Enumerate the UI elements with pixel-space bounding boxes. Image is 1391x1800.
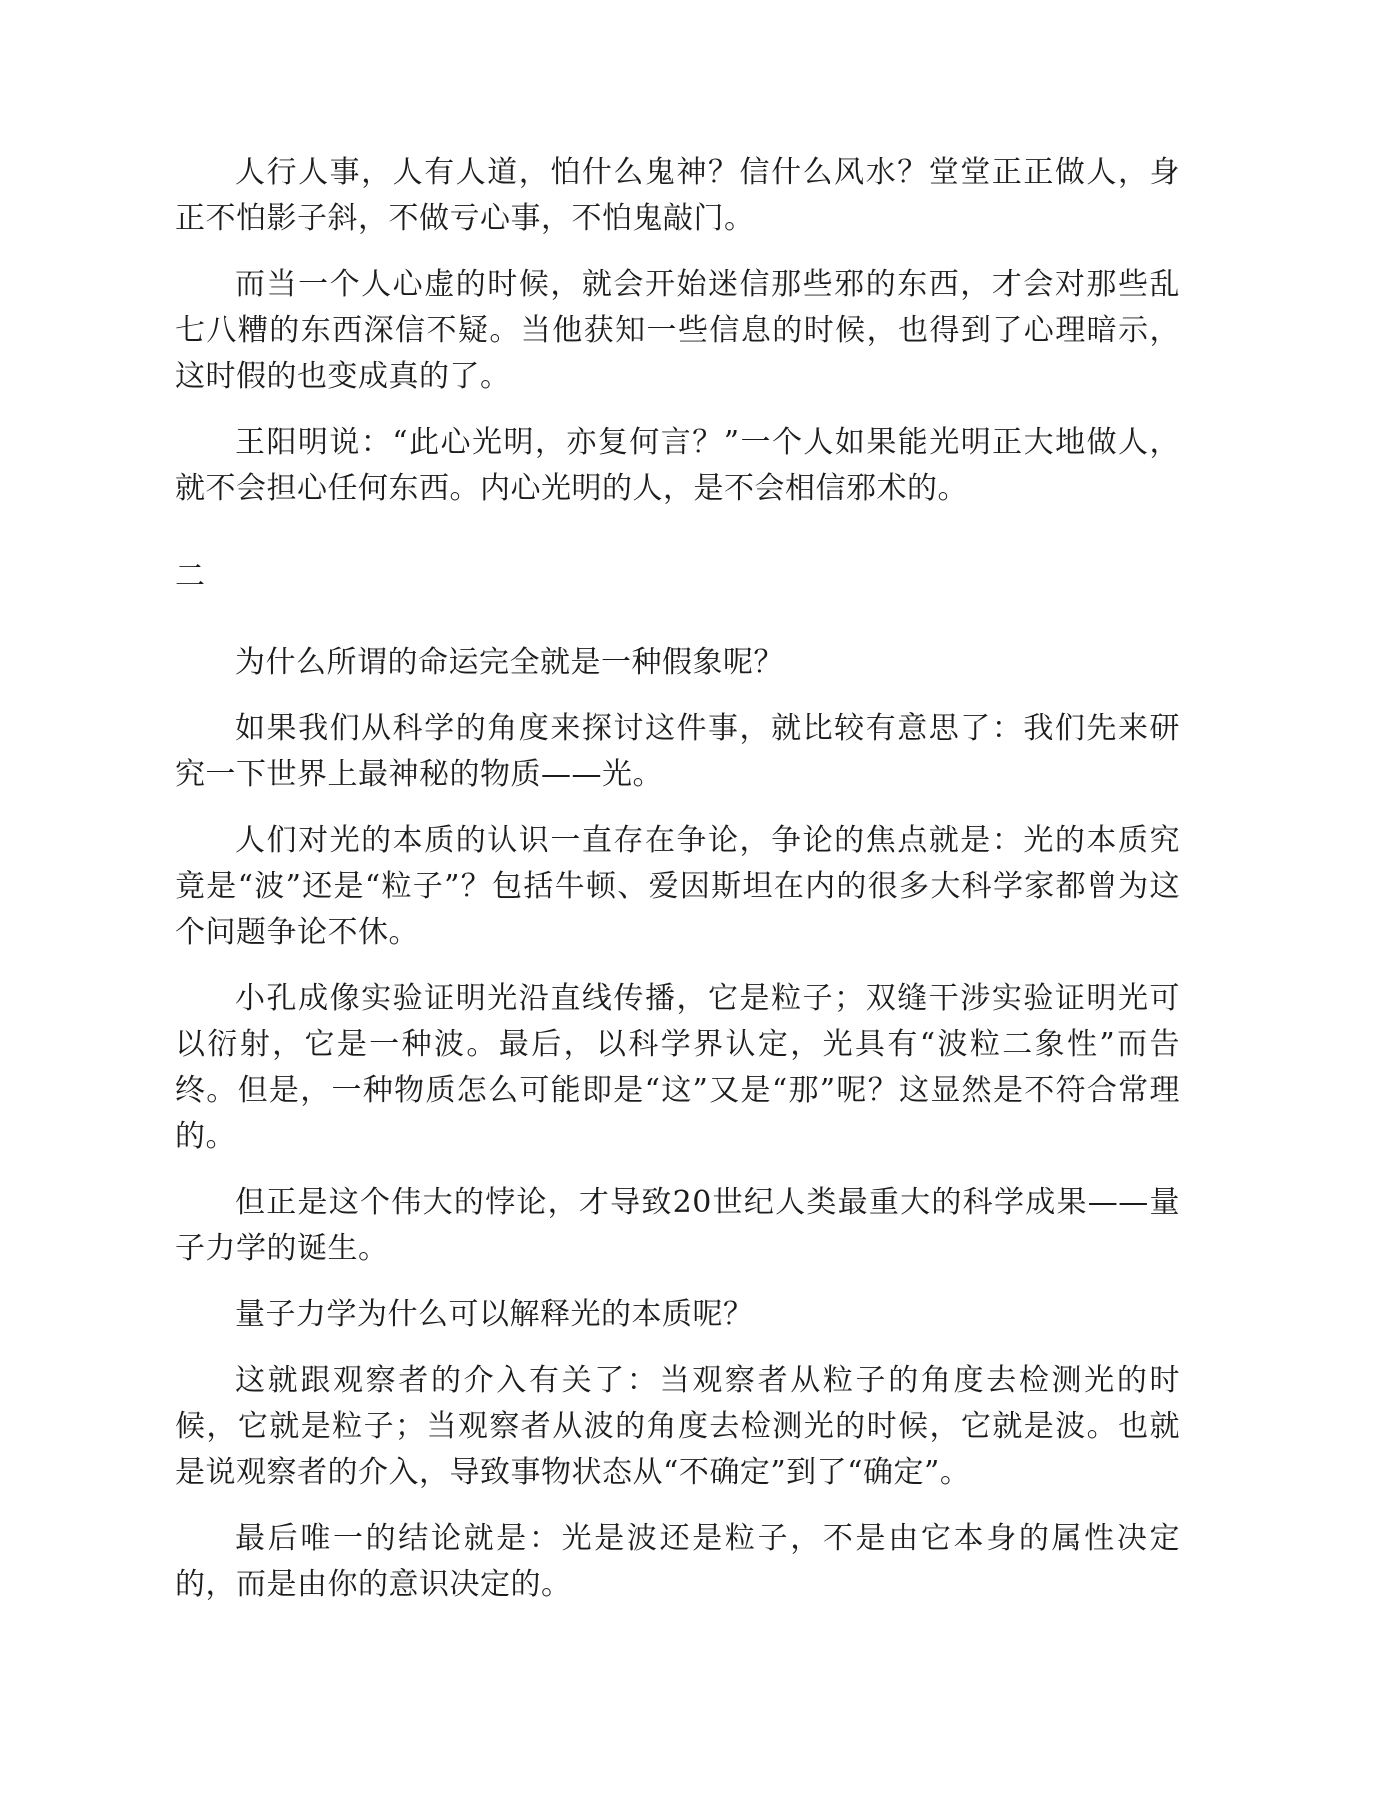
paragraph-nature-of-light-debate: 人们对光的本质的认识一直存在争论，争论的焦点就是：光的本质究竟是“波”还是“粒子”？包括牛顿、爱因斯坦在内的很多大科学家都曾为这个问题争论不休。 bbox=[175, 823, 1180, 950]
paragraph-guilty-conscience: 而当一个人心虚的时候，就会开始迷信那些邪的东西，才会对那些乱七八糟的东西深信不疑。当他获知一些信息的时候，也得到了心理暗示，这时假的也变成真的了。 bbox=[175, 267, 1180, 394]
paragraph-fear-no-ghosts: 人行人事，人有人道，怕什么鬼神？信什么风水？堂堂正正做人，身正不怕影子斜，不做亏心事，不怕鬼敲门。 bbox=[175, 155, 1180, 236]
paragraph-wave-particle-duality: 小孔成像实验证明光沿直线传播，它是粒子；双缝干涉实验证明光可以衍射，它是一种波。最后，以科学界认定，光具有“波粒二象性”而告终。但是，一种物质怎么可能即是“这”又是“那”呢？这显然是不符合常理的。 bbox=[175, 981, 1180, 1154]
paragraph-wang-yangming-quote: 王阳明说：“此心光明，亦复何言？”一个人如果能光明正大地做人，就不会担心任何东西。内心光明的人，是不会相信邪术的。 bbox=[175, 425, 1180, 506]
paragraph-conclusion: 最后唯一的结论就是：光是波还是粒子，不是由它本身的属性决定的，而是由你的意识决定的。 bbox=[175, 1521, 1180, 1602]
document-page bbox=[175, 150, 1180, 1628]
paragraph-science-angle: 如果我们从科学的角度来探讨这件事，就比较有意思了：我们先来研究一下世界上最神秘的物质——光。 bbox=[175, 711, 1180, 792]
section-heading: 二 bbox=[175, 559, 205, 594]
paragraph-quantum-question: 量子力学为什么可以解释光的本质呢？ bbox=[235, 1297, 754, 1332]
paragraph-fate-illusion-question: 为什么所谓的命运完全就是一种假象呢？ bbox=[235, 645, 784, 680]
paragraph-observer-effect: 这就跟观察者的介入有关了：当观察者从粒子的角度去检测光的时候，它就是粒子；当观察者从波的角度去检测光的时候，它就是波。也就是说观察者的介入，导致事物状态从“不确定”到了“确定”。 bbox=[175, 1363, 1180, 1490]
paragraph-quantum-mechanics-birth: 但正是这个伟大的悖论，才导致20世纪人类最重大的科学成果——量子力学的诞生。 bbox=[175, 1185, 1180, 1266]
